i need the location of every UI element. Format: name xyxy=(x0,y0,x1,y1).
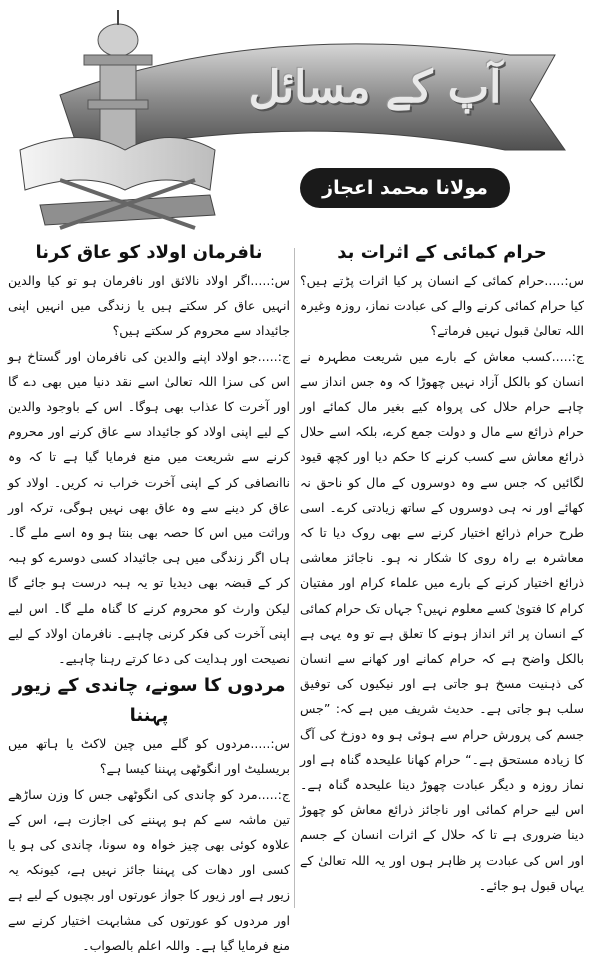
answer-text: ج:.....مرد کو چاندی کی انگوٹھی جس کا وزن ساڑھے تین ماشہ سے کم ہو پہننے کی اجازت ہے، اس کے علاوہ کوئی بھی چیز خواہ وہ سونا، چاندی کی ہو یا کسی اور دھات کی پہننا جائز نہیں ہے، کیونکہ یہ زیور ہے اور زیور کا جواز عورتوں اور بچیوں کے لیے ہے اور مردوں کو عورتوں کی مشابہت اختیار کرنے سے منع فرمایا گیا ہے۔ واللہ اعلم بالصواب۔ xyxy=(8,786,290,953)
column-title: آپ کے مسائل xyxy=(248,62,502,113)
left-column xyxy=(8,238,290,958)
article-heading-men-jewelry: مردوں کا سونے، چاندی کے زیور پہننا xyxy=(12,675,286,727)
answer-text: ج:.....جو اولاد اپنے والدین کی نافرمان اور گستاخ ہو اس کی سزا اللہ تعالیٰ اسے نقد دنیا میں بھی دے گا اور آخرت کا عذاب بھی ہوگا۔ اس کے باوجود والدین کے لیے اپنی اولاد کو جائیداد سے عاق کرنے اور محروم کرنے سے شریعت میں منع فرمایا گیا ہے تا کہ وہ ناانصافی کر کے اپنی آخرت خراب نہ کریں۔ اولاد کو عاق کر دینے سے وہ عاق بھی نہیں ہوگی، ترکہ اور وراثت میں اس کا حصہ بھی بنتا ہو وہ اسے ملے گا۔ ہاں اگر زندگی میں ہی جائیداد کسی دوسرے کو ہبہ کر کے قبضہ بھی دیدیا تو یہ ہبہ درست ہو جائے گا لیکن وارث کو محروم کرنے کا گناہ ملے گا۔ اس لیے اپنی آخرت کی فکر کرنی چاہیے۔ نافرمان اولاد کے لیے نصیحت اور ہدایت کی دعا کرتے رہنا چاہیے۔ xyxy=(8,348,290,667)
header-banner xyxy=(0,0,590,239)
question-text: س:.....حرام کمائی کے انسان پر کیا اثرات پڑتے ہیں؟ کیا حرام کمائی کرنے والے کی عبادت نماز، روزہ وغیرہ اللہ تعالیٰ قبول نہیں فرماتے؟ xyxy=(300,273,584,339)
article-heading-disobedient-children: نافرمان اولاد کو عاق کرنا xyxy=(35,242,263,263)
article-heading-haram-earnings: حرام کمائی کے اثرات بد xyxy=(337,242,547,263)
question-text: س:.....مردوں کو گلے میں چین لاکٹ یا ہاتھ میں بریسلیٹ اور انگوٹھی پہننا کیسا ہے؟ xyxy=(8,736,290,777)
minaret-dome xyxy=(98,24,138,56)
question-text: س:.....اگر اولاد نالائق اور نافرمان ہو تو کیا والدین انہیں عاق کر سکتے ہیں یا زندگی میں انہیں اپنی جائیداد سے محروم کر سکتے ہیں؟ xyxy=(8,273,290,339)
column-divider xyxy=(294,248,295,908)
author-name-badge: مولانا محمد اعجاز مصطفیٰ xyxy=(300,168,510,208)
answer-text: ج:.....کسب معاش کے بارے میں شریعت مطہرہ نے انسان کو بالکل آزاد نہیں چھوڑا کہ وہ جس انداز سے چاہے حرام حلال کی پرواہ کیے بغیر مال کمائے اور حرام ذرائع سے مال و دولت جمع کرے، بلکہ اسے حلال ذرائع معاش سے کسب کرنے کا حکم دیا اور کچھ قیود لگائیں کہ جس سے وہ دوسروں کے مال کو ناحق نہ کھائے اور نہ ہی دوسروں کے ساتھ زیادتی کرے۔ اسی طرح حرام ذرائع اختیار کرنے سے بھی روک دیا تا کہ معاشرہ بے راہ روی کا شکار نہ ہو۔ ناجائز معاشی ذرائع اختیار کرنے کے بارے میں علماء کرام اور مفتیان کرام کا فتویٰ کسے معلوم نہیں؟ جہاں تک حرام کمائی کے انسان پر اثر انداز ہونے کا تعلق ہے تو وہ یہی ہے بالکل واضح ہے کہ حرام کمانے اور کھانے سے انسان کی ذہنیت مسخ ہو جاتی ہے اور نیکیوں کی توفیق سلب ہو جاتی ہے۔ حدیث شریف میں ہے کہ: ”جس جسم کی پرورش حرام سے ہوئی ہو وہ دوزخ کی آگ کا زیادہ مستحق ہے۔“ حرام کھانا علیحدہ گناہ ہے اور نماز روزہ و دیگر عبادت چھوڑ دینا علیحدہ گناہ ہے۔ اس لیے حرام کمائی اور ناجائز ذرائع معاش کو چھوڑ دینا ضروری ہے تا کہ حلال کے اثرات انسان کے جسم اور اس کی عبادت پر ظاہر ہوں اور یہ اللہ تعالیٰ کے یہاں قبول ہو جائے۔ xyxy=(300,348,584,893)
right-column xyxy=(300,238,584,898)
